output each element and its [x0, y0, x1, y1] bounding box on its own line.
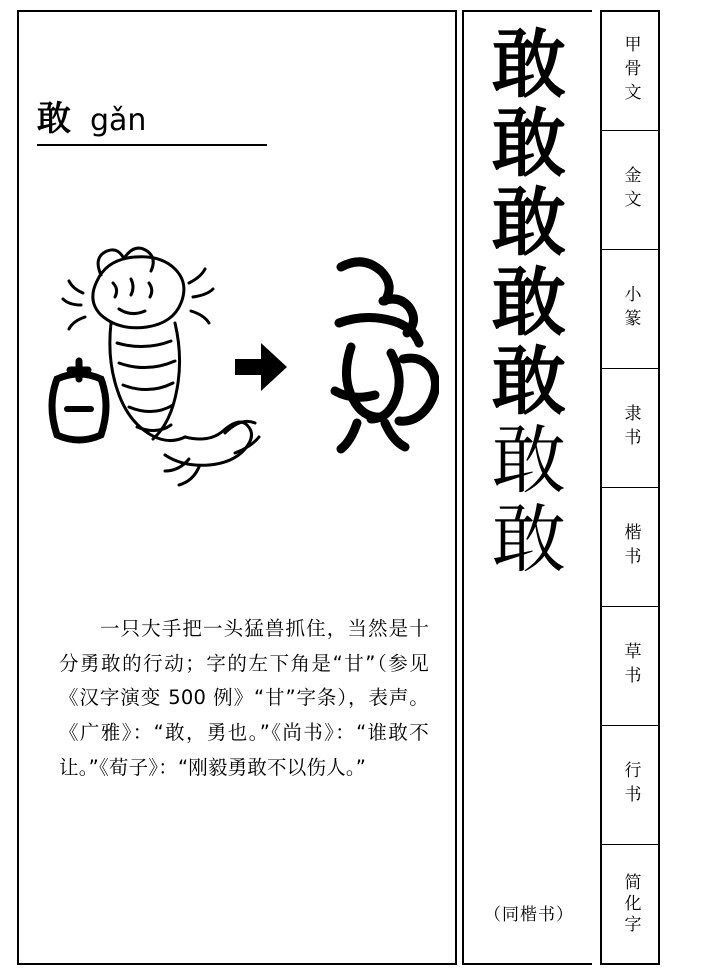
rail-label-bronze: 金文 [620, 166, 641, 214]
headword-pinyin: gǎn [90, 103, 147, 138]
explanation-text: 一只大手把一头猛兽抓住，当然是十分勇敢的行动；字的左下角是“甘”（参见《汉字演变 500 例》“甘”字条），表声。《广雅》：“敢，勇也。”《尚书》：“谁敢不让。”《荀子》：“刚毅勇敢不以伤人。” [59, 617, 429, 779]
headword [37, 99, 267, 146]
rail-label-oracle-bone: 甲骨文 [620, 35, 641, 107]
script-glyph-stack [464, 22, 592, 584]
rail-cell-small-seal [602, 250, 658, 369]
rail-label-cursive: 草书 [620, 642, 641, 690]
rail-cell-running [602, 726, 658, 845]
script-label-rail [600, 10, 660, 965]
rail-cell-oracle-bone [602, 12, 658, 131]
rail-cell-simplified [602, 845, 658, 963]
entry-panel [17, 10, 457, 965]
script-glyph-clerical: 敢 [492, 259, 566, 346]
script-glyph-running: 敢 [492, 497, 566, 584]
script-glyph-small-seal: 敢 [492, 180, 566, 267]
script-glyph-oracle-bone: 敢 [492, 22, 566, 108]
rail-cell-cursive [602, 607, 658, 726]
beast-drawing [63, 248, 259, 485]
rail-cell-clerical [602, 369, 658, 488]
rail-label-simplified: 简化字 [620, 872, 641, 936]
arrow-icon [235, 343, 287, 391]
illustration-figure [39, 227, 439, 497]
simplified-note: （同楷书） [484, 905, 574, 925]
script-glyph-cursive: 敢 [492, 417, 566, 504]
gan-component-glyph [52, 361, 106, 440]
script-evolution-column [462, 10, 592, 965]
rail-label-clerical: 隶书 [620, 404, 641, 452]
rail-cell-regular [602, 488, 658, 607]
script-glyph-bronze: 敢 [492, 101, 566, 188]
headword-character: 敢 [37, 99, 72, 139]
rail-cell-bronze [602, 131, 658, 250]
rail-label-small-seal: 小篆 [620, 285, 641, 333]
script-glyph-regular: 敢 [492, 338, 566, 425]
pictograph-illustration [39, 227, 439, 497]
seal-form-drawing [335, 262, 436, 449]
rail-label-regular: 楷书 [620, 523, 641, 571]
rail-label-running: 行书 [620, 761, 641, 809]
